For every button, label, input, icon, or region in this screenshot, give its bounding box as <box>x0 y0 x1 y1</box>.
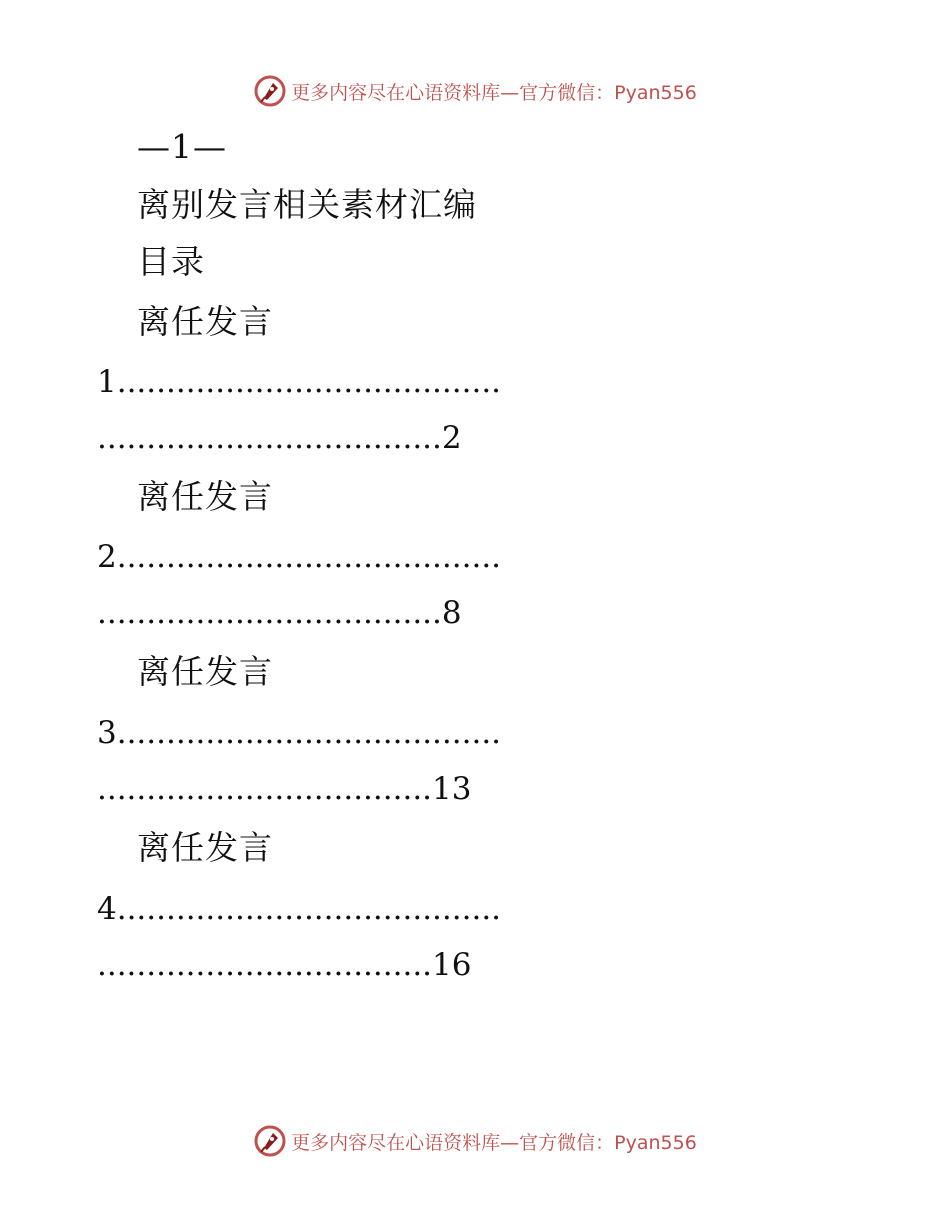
header-watermark <box>0 71 950 111</box>
toc-entry-page: ...................................2 <box>97 420 462 456</box>
toc-entry-label: 离任发言 <box>137 477 273 516</box>
page-number: —1— <box>137 127 227 166</box>
toc-entry-leader: 1....................................... <box>97 364 502 400</box>
toc-entry-leader: 4....................................... <box>97 891 502 927</box>
toc-entry-page: ...................................8 <box>97 595 462 631</box>
footer-watermark <box>0 1121 950 1161</box>
pen-nib-logo-icon <box>253 74 287 108</box>
document-title: 离别发言相关素材汇编 <box>137 185 477 224</box>
toc-entry-label: 离任发言 <box>137 828 273 867</box>
watermark-contact: —官方微信：Pyan556 <box>500 1131 697 1154</box>
toc-entry-leader: 3....................................... <box>97 715 502 751</box>
toc-entry-label: 离任发言 <box>137 302 273 341</box>
watermark-text: 更多内容尽在心语资料库 <box>291 1131 501 1154</box>
toc-entry-page: ..................................16 <box>97 947 472 983</box>
watermark-text: 更多内容尽在心语资料库 <box>291 81 501 104</box>
toc-entry-page: ..................................13 <box>97 771 472 807</box>
toc-entry-leader: 2....................................... <box>97 539 502 575</box>
pen-nib-logo-icon <box>253 1124 287 1158</box>
toc-heading: 目录 <box>137 242 205 281</box>
watermark-contact: —官方微信：Pyan556 <box>500 81 697 104</box>
toc-entry-label: 离任发言 <box>137 652 273 691</box>
